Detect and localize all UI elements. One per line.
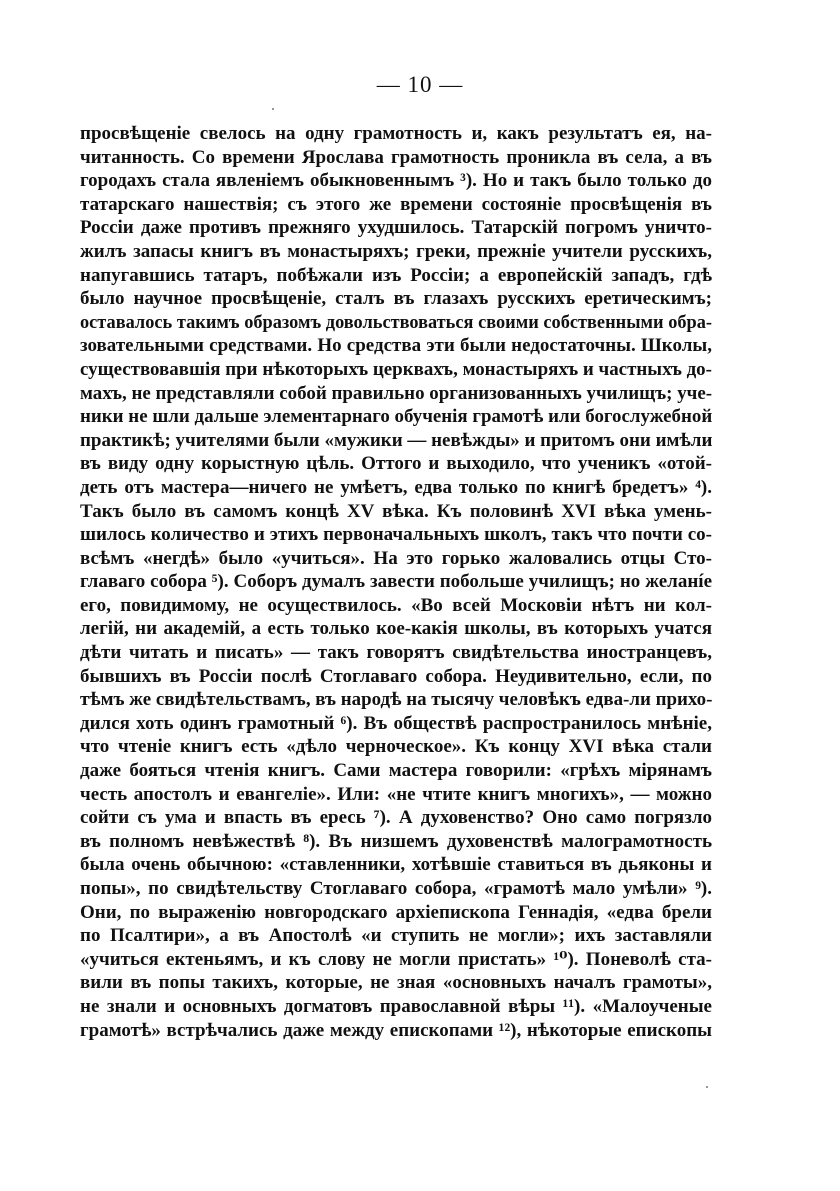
text-line: даже бояться чтенія книгъ. Сами мастера говорили: «грѣхъ мірянамъ [80, 760, 712, 782]
text-line: Такъ было въ самомъ концѣ XV вѣка. Къ половинѣ XVI вѣка умень- [80, 500, 712, 522]
text-line: попы», по свидѣтельству Стоглаваго собора, «грамотѣ мало умѣли» ⁹). [80, 878, 712, 899]
text-line: шилось количество и этихъ первоначальныхъ школъ, такъ что почти со- [80, 524, 712, 546]
text-line: городахъ стала явленіемъ обыкновеннымъ ³). Но и такъ было только до [80, 170, 712, 192]
text-line: махъ, не представляли собой правильно организованныхъ училищъ; уче- [80, 382, 713, 404]
text-line: по Псалтири», а въ Апостолѣ «и ступить не могли»; ихъ заставляли [80, 925, 712, 947]
text-line: практикѣ; учителями были «мужики — невѣжды» и притомъ они имѣли [80, 429, 713, 451]
text-line: грамотѣ» встрѣчались даже между епископами ¹²), нѣкоторые епископы [80, 1019, 712, 1041]
print-speck [706, 1086, 708, 1088]
page-number: — 10 — [376, 72, 464, 97]
text-line: дѣти читать и писать» — такъ говорятъ свидѣтельства иностранцевъ, [80, 642, 712, 664]
text-line: въ полномъ невѣжествѣ ⁸). Въ низшемъ духовенствѣ малограмотность [80, 830, 712, 852]
text-line: была очень обычною: «ставленники, хотѣвшіе ставиться въ дьяконы и [80, 854, 712, 876]
text-line: Россіи даже противъ прежняго ухудшилось. Татарскій погромъ уничто- [80, 217, 712, 239]
text-line: его, повидимому, не осуществилось. «Во всей Московіи нѣтъ ни кол- [80, 594, 712, 616]
text-line: вили въ попы такихъ, которые, не зная «основныхъ началъ грамоты», [80, 972, 712, 994]
text-line: тѣмъ же свидѣтельствамъ, въ народѣ на тысячу человѣкъ едва-ли прихо- [80, 689, 713, 711]
text-line: существовавшія при нѣкоторыхъ церквахъ, монастыряхъ и частныхъ до- [80, 358, 712, 380]
text-line: бывшихъ въ Россіи послѣ Стоглаваго собора. Неудивительно, если, по [80, 665, 712, 687]
text-line: читанность. Со времени Ярослава грамотность проникла въ села, а въ [80, 146, 712, 168]
text-line: въ виду одну корыстную цѣль. Оттого и выходило, что ученикъ «отой- [80, 453, 712, 475]
text-line: оставалось такимъ образомъ довольствоваться своими собственными обра- [80, 311, 713, 333]
text-line: легій, ни академій, а есть только кое-какія школы, въ которыхъ учатся [80, 618, 712, 640]
body-text [80, 122, 712, 1042]
text-line: деть отъ мастера—ничего не умѣетъ, едва только по книгѣ бредетъ» ⁴). [80, 476, 712, 498]
text-line: честь апостолъ и евангеліе». Или: «не чтите книгъ многихъ», — можно [80, 783, 712, 805]
text-line: просвѣщеніе свелось на одну грамотность и, какъ результатъ ея, на- [80, 123, 712, 144]
text-line: было научное просвѣщеніе, сталъ въ глазахъ русскихъ еретическимъ; [80, 288, 712, 310]
text-line: Они, по выраженію новгородскаго архіепископа Геннадія, «едва брели [80, 901, 712, 923]
text-line: напугавшись татаръ, побѣжали изъ Россіи; а европейскій западъ, гдѣ [80, 264, 712, 286]
text-line: жилъ запасы книгъ въ монастыряхъ; греки, прежніе учители русскихъ, [80, 240, 712, 262]
text-line: сойти съ ума и впасть въ ересь ⁷). А духовенство? Оно само погрязло [80, 807, 712, 829]
text-line: татарскаго нашествія; съ этого же времени состояніе просвѣщенія въ [80, 193, 712, 215]
text-line: что чтеніе книгъ есть «дѣло черноческое». Къ концу XVI вѣка стали [80, 736, 712, 758]
text-line: не знали и основныхъ догматовъ православной вѣры ¹¹). «Малоученые [80, 995, 712, 1017]
text-line: дился хоть одинъ грамотный ⁶). Въ обществѣ распространилось мнѣніе, [80, 712, 712, 734]
text-line: главаго собора ⁵). Соборъ думалъ завести побольше училищъ; но желанíе [80, 571, 712, 593]
text-line: «учиться ектеньямъ, и къ слову не могли пристать» ¹⁰). Поневолѣ ста- [80, 948, 712, 970]
print-speck [272, 108, 274, 110]
text-line: ники не шли дальше элементарнаго обученія грамотѣ или богослужебной [80, 406, 713, 428]
text-line: зовательными средствами. Но средства эти были недостаточны. Школы, [80, 335, 712, 357]
text-line: всѣмъ «негдѣ» было «учиться». На это горько жаловались отцы Сто- [80, 547, 712, 569]
